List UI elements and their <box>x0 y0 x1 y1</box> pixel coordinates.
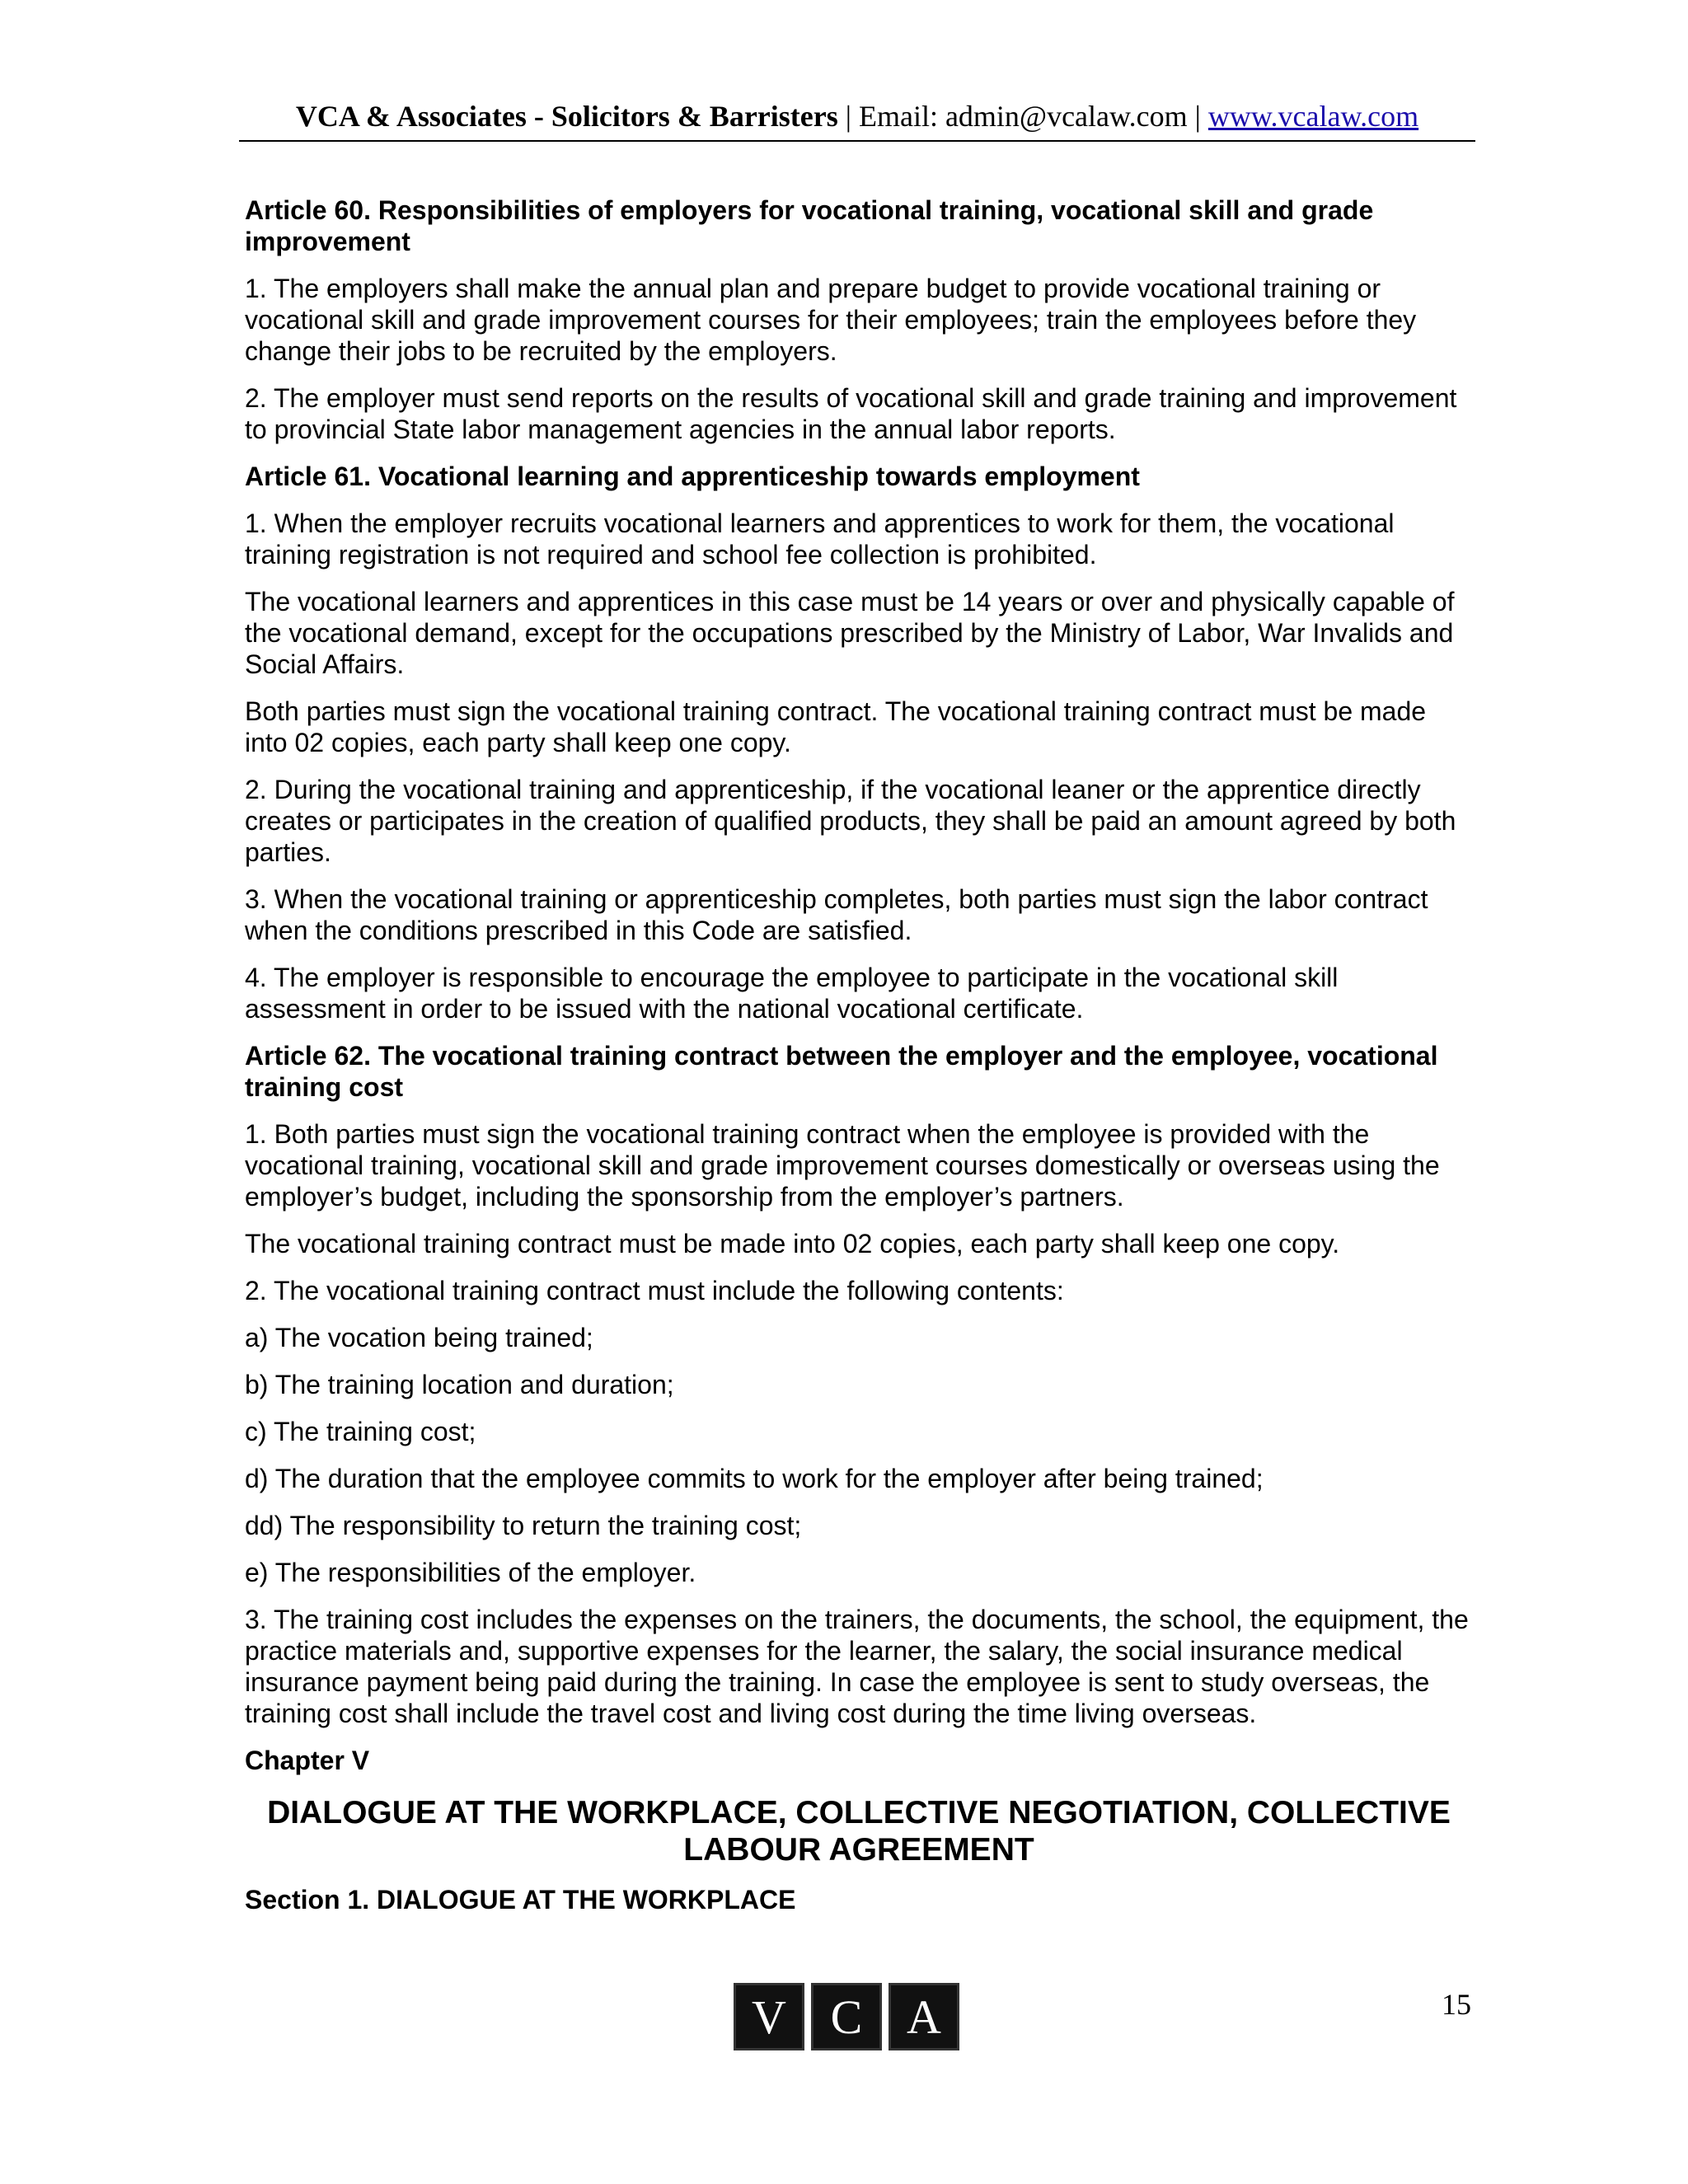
paragraph: The vocational learners and apprentices in this case must be 14 years or over and physically capable of the vocational demand, except for the occupations prescribed by the Ministry of Labor, War Invalids and Social Affairs. <box>245 587 1455 679</box>
header-separator: | <box>837 100 859 133</box>
logo-letter: V <box>734 1983 804 2050</box>
chapter-label: Chapter V <box>245 1746 370 1775</box>
website-link[interactable]: www.vcalaw.com <box>1207 100 1419 133</box>
list-item: d) The duration that the employee commits to work for the employer after being trained; <box>245 1464 1264 1493</box>
list-item: dd) The responsibility to return the training cost; <box>245 1511 802 1540</box>
paragraph: 2. The vocational training contract must include the following contents: <box>245 1276 1064 1305</box>
paragraph: 4. The employer is responsible to encourage the employee to participate in the vocational skill assessment in order to be issued with the national vocational certificate. <box>245 963 1339 1024</box>
page-number: 15 <box>1442 1988 1471 2021</box>
logo-letter: C <box>811 1983 882 2050</box>
article-heading: Article 61. Vocational learning and apprenticeship towards employment <box>245 462 1140 491</box>
paragraph: 2. The employer must send reports on the results of vocational skill and grade training and improvement to provincial State labor management agencies in the annual labor reports. <box>245 383 1457 444</box>
list-item: a) The vocation being trained; <box>245 1323 593 1352</box>
page-header <box>239 92 1475 142</box>
paragraph: 1. The employers shall make the annual plan and prepare budget to provide vocational training or vocational skill and grade improvement courses for their employees; train the employees before they change their jobs to be recruited by the employers. <box>245 274 1417 366</box>
paragraph: 3. The training cost includes the expenses on the trainers, the documents, the school, the equipment, the practice materials and, supportive expenses for the learner, the salary, the social insurance medical insurance payment being paid during the training. In case the employee is sent to study overseas, the training cost shall include the travel cost and living cost during the time living overseas. <box>245 1605 1469 1728</box>
vca-logo <box>734 1983 959 2050</box>
firm-name: VCA & Associates - Solicitors & Barristers <box>295 100 838 133</box>
paragraph: 1. When the employer recruits vocational learners and apprentices to work for them, the vocational training registration is not required and school fee collection is prohibited. <box>245 509 1395 569</box>
page-body <box>245 194 1473 1931</box>
list-item: c) The training cost; <box>245 1417 476 1446</box>
paragraph: Both parties must sign the vocational training contract. The vocational training contract must be made into 02 copies, each party shall keep one copy. <box>245 696 1427 757</box>
paragraph: 3. When the vocational training or apprenticeship completes, both parties must sign the labor contract when the conditions prescribed in this Code are satisfied. <box>245 884 1428 945</box>
article-heading: Article 62. The vocational training contract between the employer and the employee, vocational training cost <box>245 1041 1438 1102</box>
paragraph: The vocational training contract must be made into 02 copies, each party shall keep one copy. <box>245 1229 1340 1258</box>
section-heading: Section 1. DIALOGUE AT THE WORKPLACE <box>245 1885 796 1915</box>
logo-letter: A <box>889 1983 959 2050</box>
paragraph: 1. Both parties must sign the vocational training contract when the employee is provided with the vocational training, vocational skill and grade improvement courses domestically or overseas using the employer’s budget, including the sponsorship from the employer’s partners. <box>245 1119 1440 1212</box>
paragraph: 2. During the vocational training and apprenticeship, if the vocational leaner or the apprentice directly creates or participates in the creation of qualified products, they shall be paid an amount agreed by both parties. <box>245 775 1456 867</box>
article-heading: Article 60. Responsibilities of employers for vocational training, vocational skill and grade improvement <box>245 195 1374 256</box>
chapter-title: DIALOGUE AT THE WORKPLACE, COLLECTIVE NEGOTIATION, COLLECTIVE LABOUR AGREEMENT <box>267 1795 1451 1868</box>
list-item: e) The responsibilities of the employer. <box>245 1558 696 1587</box>
header-separator: | <box>1187 100 1208 133</box>
header-email: Email: admin@vcalaw.com <box>858 100 1188 133</box>
list-item: b) The training location and duration; <box>245 1370 674 1399</box>
